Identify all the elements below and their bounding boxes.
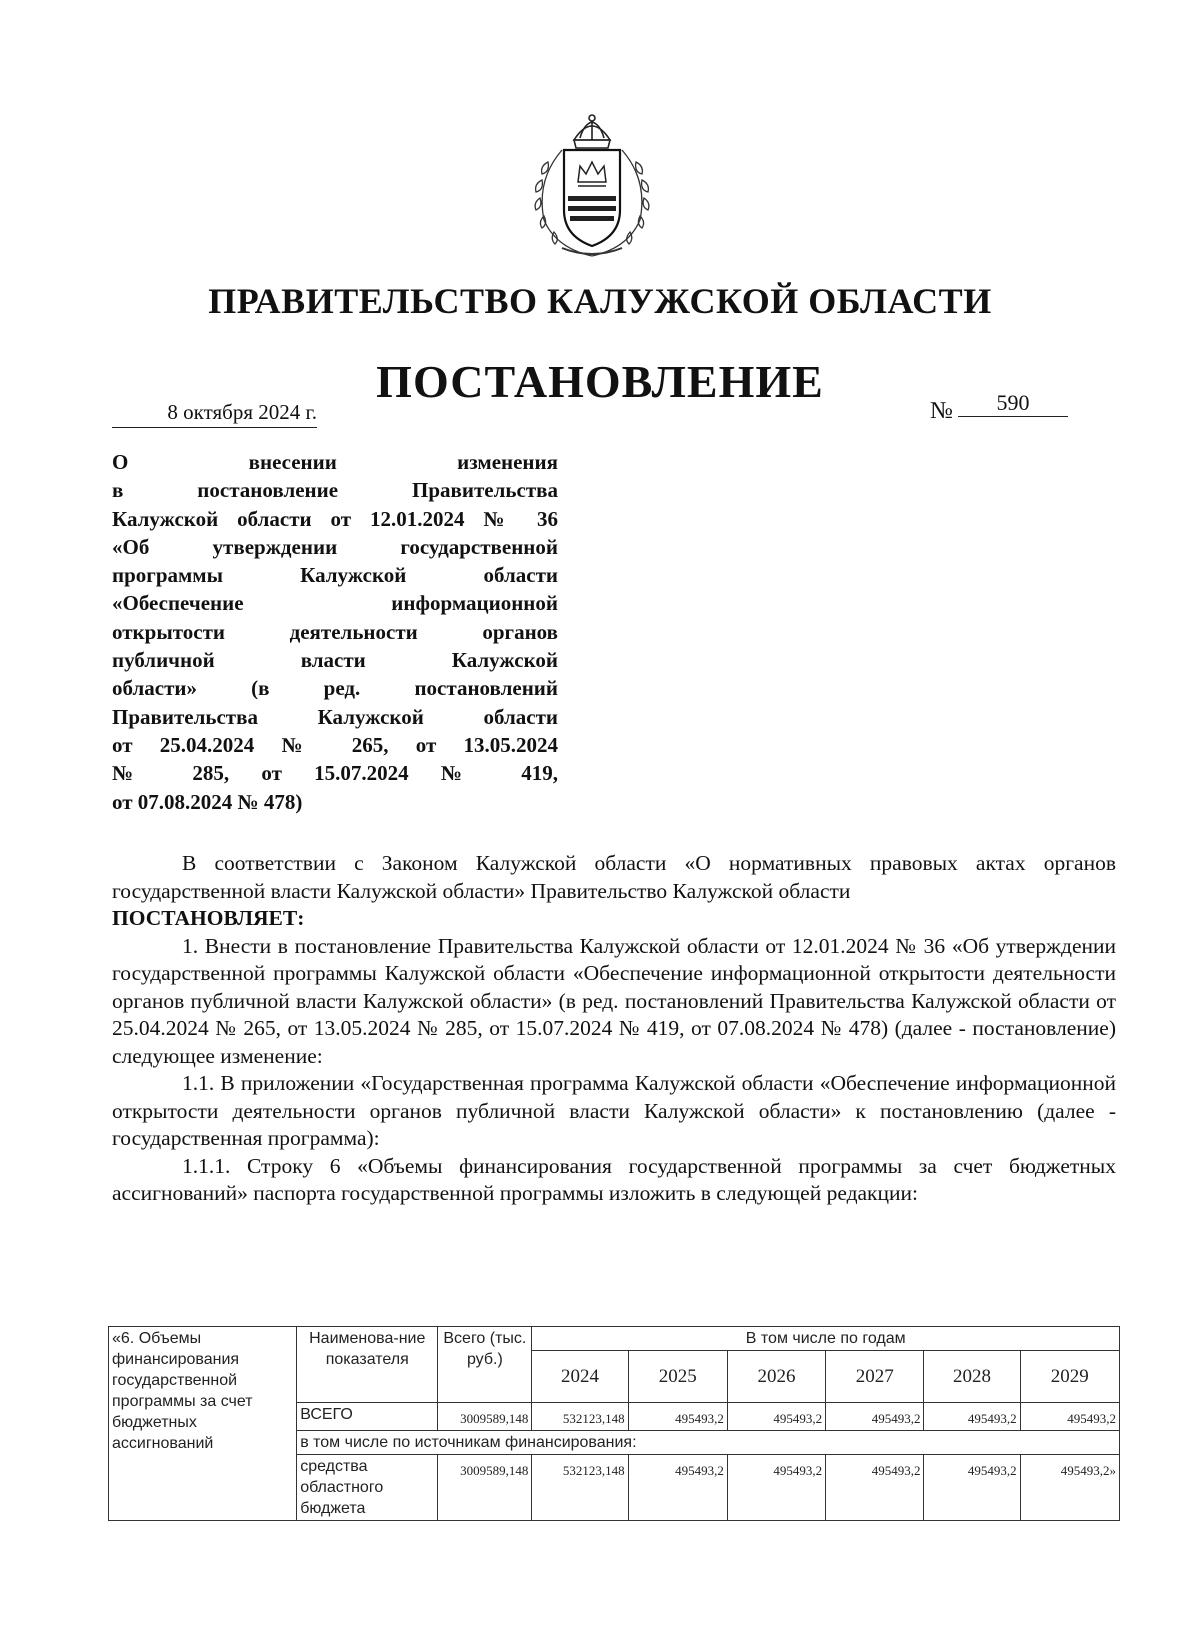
subject-line: О внесении изменения: [112, 450, 558, 474]
subject-line: программы Калужской области: [112, 563, 558, 588]
column-header-years: В том числе по годам: [532, 1327, 1120, 1351]
year-header: 2027: [826, 1351, 924, 1403]
document-subject: [112, 448, 558, 816]
cell-value: 495493,2: [727, 1455, 825, 1521]
coat-of-arms-emblem: [522, 110, 662, 260]
cell-total: 3009589,148: [438, 1403, 532, 1431]
cell-total: 3009589,148: [438, 1455, 532, 1521]
subject-line: Калужской области от 12.01.2024 № 36: [112, 506, 558, 531]
column-header-total: Всего (тыс. руб.): [438, 1327, 532, 1403]
year-header: 2028: [924, 1351, 1020, 1403]
cell-value: 495493,2»: [1020, 1455, 1119, 1521]
subject-line: Правительства Калужской области: [112, 704, 558, 729]
document-date: 8 октября 2024 г.: [112, 400, 317, 428]
subject-line: от 07.08.2024 № 478): [112, 789, 303, 814]
cell-value: 495493,2: [924, 1455, 1020, 1521]
subject-line: от 25.04.2024 № 265, от 13.05.2024: [112, 732, 558, 757]
cell-value: 495493,2: [1020, 1403, 1119, 1431]
subject-line: области» (в ред. постановлений: [112, 676, 558, 701]
paragraph-1-1-1: 1.1.1. Строку 6 «Объемы финансирования государственной программы за счет бюджетных ассигнований» паспорта государственной программы изложить в следующей редакции:: [112, 1153, 1116, 1205]
row-regional-name: средства областного бюджета: [297, 1455, 438, 1521]
subject-line: № 285, от 15.07.2024 № 419,: [112, 761, 558, 786]
cell-value: 532123,148: [532, 1455, 628, 1521]
paragraph-1: 1. Внести в постановление Правительства Калужской области от 12.01.2024 № 36 «Об утверждении государственной программы Калужской области «Обеспечение информационной открытости деятельности органов публичной власти Калужской области» (в ред. постановлений Правительства Калужской области от 25.04.2024 № 265, от 13.05.2024 № 285, от 15.07.2024 № 419, от 07.08.2024 № 478) (далее - постановление) следующее изменение:: [112, 933, 1116, 1068]
preamble-paragraph: В соответствии с Законом Калужской области «О нормативных правовых актах органов государственной власти Калужской области» Правительство Калужской области: [112, 851, 1116, 903]
cell-value: 495493,2: [826, 1455, 924, 1521]
organization-title: ПРАВИТЕЛЬСТВО КАЛУЖСКОЙ ОБЛАСТИ: [208, 281, 992, 321]
column-header-indicator: Наименова-ние показателя: [297, 1327, 438, 1403]
subject-line: в постановление Правительства: [112, 478, 558, 503]
document-body: [112, 850, 1116, 1208]
resolves-heading: ПОСТАНОВЛЯЕТ:: [112, 906, 305, 930]
year-header: 2025: [628, 1351, 727, 1403]
document-number: 590: [958, 390, 1068, 417]
cell-value: 532123,148: [532, 1403, 628, 1431]
sources-label: в том числе по источникам финансирования:: [297, 1431, 1120, 1455]
row-total-name: ВСЕГО: [297, 1403, 438, 1431]
year-header: 2026: [727, 1351, 825, 1403]
cell-value: 495493,2: [628, 1403, 727, 1431]
document-number-block: [930, 390, 1068, 425]
document-type-title: ПОСТАНОВЛЕНИЕ: [376, 356, 824, 407]
subject-line: «Об утверждении государственной: [112, 534, 558, 559]
year-header: 2024: [532, 1351, 628, 1403]
subject-line: «Обеспечение информационной: [112, 591, 558, 616]
paragraph-1-1: 1.1. В приложении «Государственная программа Калужской области «Обеспечение информационной открытости деятельности органов публичной власти Калужской области» к постановлению (далее - государственная программа):: [112, 1071, 1116, 1150]
year-header: 2029: [1020, 1351, 1119, 1403]
financing-table: [108, 1326, 1120, 1521]
cell-value: 495493,2: [628, 1455, 727, 1521]
table-row-label: «6. Объемы финансирования государственной программы за счет бюджетных ассигнований: [109, 1327, 297, 1521]
subject-line: открытости деятельности органов: [112, 619, 558, 644]
cell-value: 495493,2: [727, 1403, 825, 1431]
subject-line: публичной власти Калужской: [112, 648, 558, 673]
cell-value: 495493,2: [826, 1403, 924, 1431]
cell-value: 495493,2: [924, 1403, 1020, 1431]
number-sign: №: [930, 398, 953, 424]
